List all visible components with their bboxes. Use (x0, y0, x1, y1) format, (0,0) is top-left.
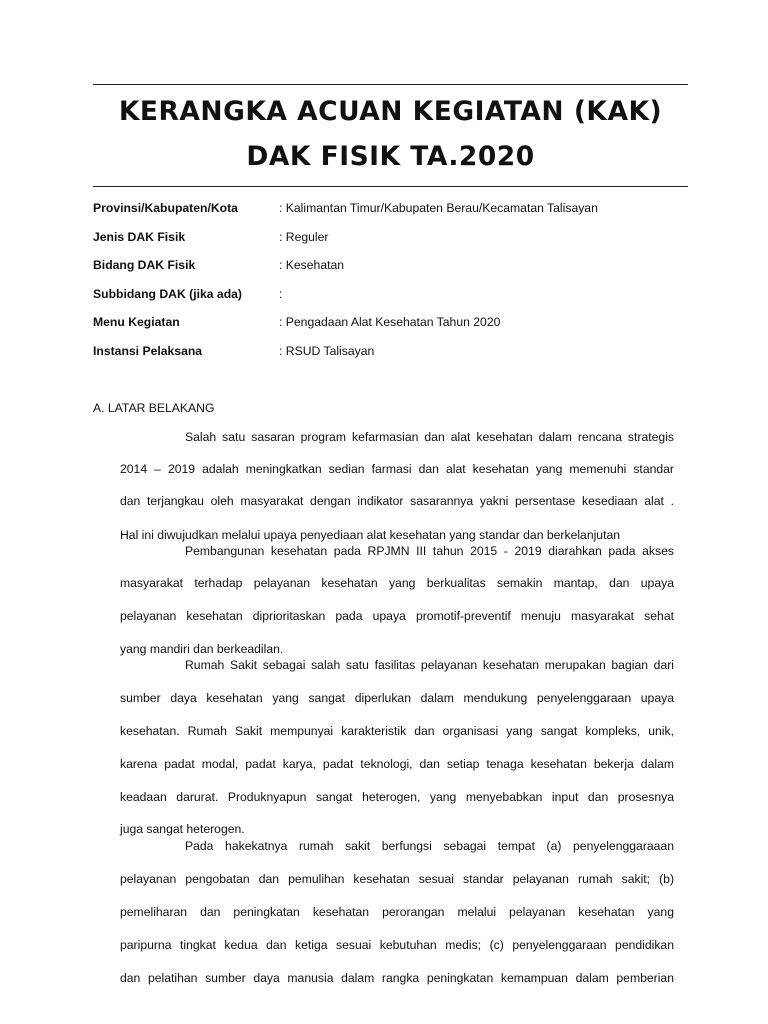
paragraph-line: Pembangunan kesehatan pada RPJMN III tahun 2015 - 2019 diarahkan pada akses (185, 544, 674, 558)
metadata-value: : RSUD Talisayan (279, 344, 375, 358)
metadata-label: Subbidang DAK (jika ada) (93, 287, 242, 301)
metadata-label: Instansi Pelaksana (93, 344, 203, 358)
metadata-label: Bidang DAK Fisik (93, 258, 196, 272)
document-title-line-2: DAK FISIK TA.2020 (246, 141, 535, 172)
metadata-value: : (279, 287, 283, 301)
paragraph-line: masyarakat terhadap pelayanan kesehatan yang berkualitas semakin mantap, dan upaya (120, 576, 674, 590)
section-a-heading: A. LATAR BELAKANG (93, 401, 215, 415)
metadata-value: : Kalimantan Timur/Kabupaten Berau/Kecamatan Talisayan (279, 201, 598, 215)
title-top-rule (93, 84, 688, 85)
metadata-row-instansi (93, 345, 688, 361)
metadata-row-jenis (93, 231, 688, 247)
title-bottom-rule (93, 186, 688, 187)
metadata-value: : Reguler (279, 230, 329, 244)
metadata-value: : Pengadaan Alat Kesehatan Tahun 2020 (279, 315, 501, 329)
paragraph-line: pemeliharan dan peningkatan kesehatan perorangan melalui pelayanan kesehatan yang (120, 905, 674, 919)
metadata-row-menu (93, 316, 688, 332)
paragraph-line: 2014 – 2019 adalah meningkatkan sedian farmasi dan alat kesehatan yang memenuhi standar (120, 462, 674, 476)
metadata-row-subbidang (93, 288, 688, 304)
paragraph-line: dan terjangkau oleh masyarakat dengan indikator sasarannya yakni persentase kesediaan alat . (120, 494, 674, 508)
paragraph-line: pelayanan pengobatan dan pemulihan kesehatan sesuai standar pelayanan rumah sakit; (b) (120, 872, 674, 886)
paragraph-line: yang mandiri dan berkeadilan. (120, 642, 284, 656)
paragraph-line: dan pelatihan sumber daya manusia dalam rangka peningkatan kemampuan dalam pemberian (120, 971, 674, 985)
paragraph-line: pelayanan kesehatan diprioritaskan pada upaya promotif-preventif menuju masyarakat sehat (120, 609, 674, 623)
paragraph-line: paripurna tingkat kedua dan ketiga sesuai kebutuhan medis; (c) penyelenggaraan pendidikan (120, 938, 674, 952)
paragraph-line: Pada hakekatnya rumah sakit berfungsi sebagai tempat (a) penyelenggaraaan (185, 839, 674, 853)
metadata-row-bidang (93, 259, 688, 275)
metadata-label: Provinsi/Kabupaten/Kota (93, 201, 238, 215)
paragraph-line: karena padat modal, padat karya, padat teknologi, dan setiap tenaga kesehatan bekerja dalam (120, 757, 674, 771)
metadata-value: : Kesehatan (279, 258, 345, 272)
metadata-label: Jenis DAK Fisik (93, 230, 186, 244)
paragraph-line: Rumah Sakit sebagai salah satu fasilitas pelayanan kesehatan merupakan bagian dari (185, 658, 674, 672)
metadata-row-provinsi (93, 202, 688, 218)
paragraph-line: keadaan darurat. Produknyapun sangat heterogen, yang menyebabkan input dan prosesnya (120, 790, 674, 804)
metadata-label: Menu Kegiatan (93, 315, 180, 329)
paragraph-line: kesehatan. Rumah Sakit mempunyai karakteristik dan organisasi yang sangat kompleks, unik, (120, 724, 674, 738)
paragraph-line: Hal ini diwujudkan melalui upaya penyediaan alat kesehatan yang standar dan berkelanjutan (120, 528, 621, 542)
document-title-line-1: KERANGKA ACUAN KEGIATAN (KAK) (118, 96, 663, 127)
paragraph-line: sumber daya kesehatan yang sangat diperlukan dalam mendukung penyelenggaraan upaya (120, 691, 674, 705)
paragraph-line: juga sangat heterogen. (120, 822, 245, 836)
paragraph-line: Salah satu sasaran program kefarmasian dan alat kesehatan dalam rencana strategis (185, 430, 674, 444)
